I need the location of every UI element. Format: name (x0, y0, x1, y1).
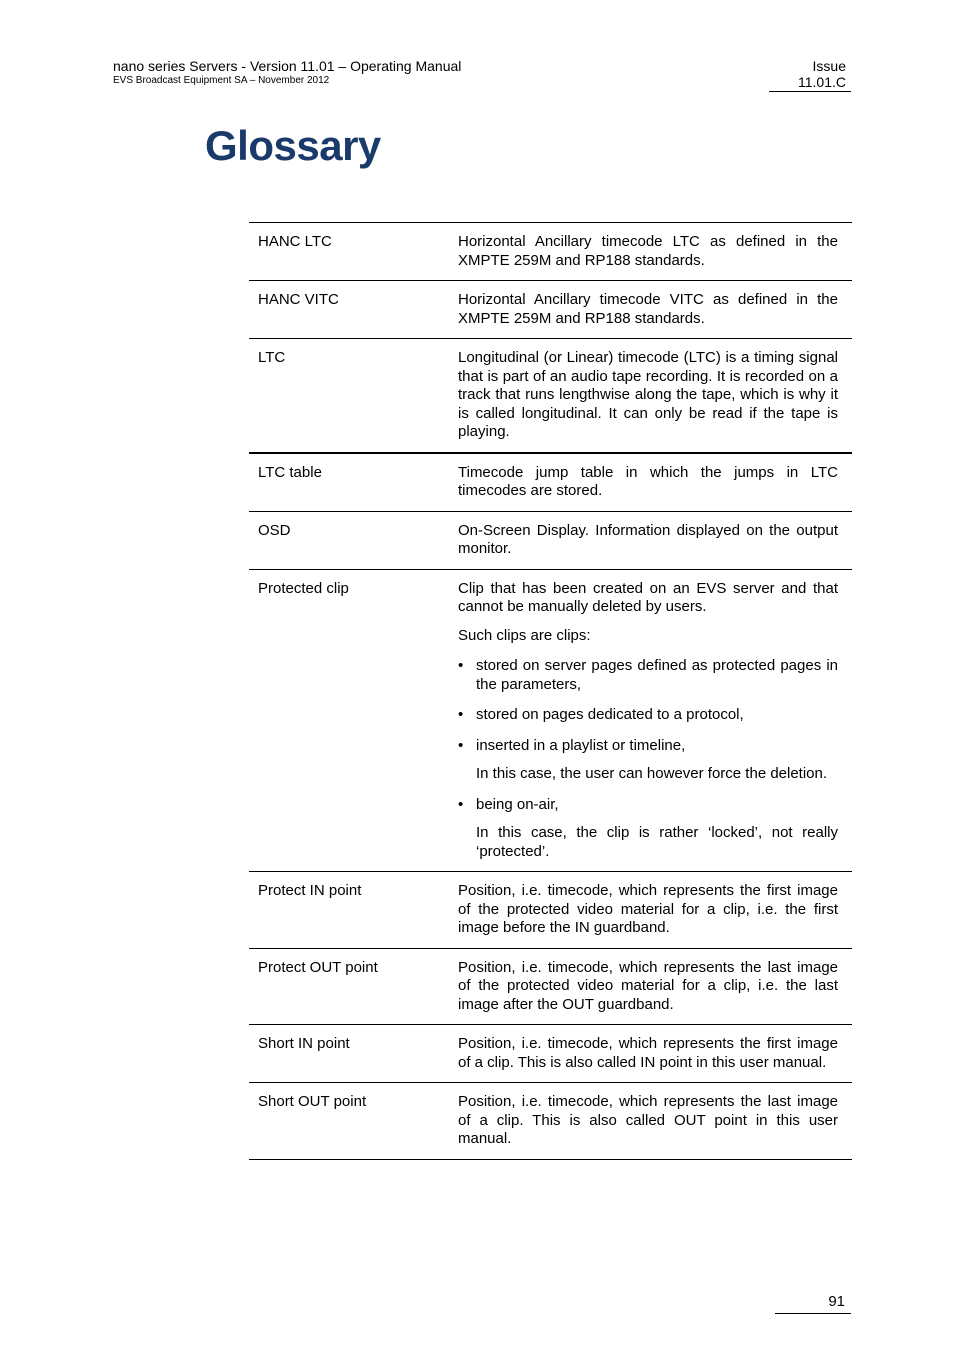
bullet-note: In this case, the user can however force the deletion. (476, 765, 828, 782)
glossary-definition: Position, i.e. timecode, which represents the last image of the protected video material for a clip, i.e. the last image after the OUT guardband. (458, 958, 838, 1013)
running-header (113, 58, 461, 87)
glossary-definition: Position, i.e. timecode, which represents the first image of a clip. This is also called IN point in this user manual. (458, 1035, 838, 1071)
glossary-term: LTC (258, 349, 286, 366)
glossary-row (249, 949, 852, 1026)
page-number: 91 (775, 1293, 851, 1314)
glossary-row (249, 872, 852, 949)
glossary-definition: Horizontal Ancillary timecode VITC as defined in the XMPTE 259M and RP188 standards. (458, 291, 838, 327)
glossary-term: OSD (258, 521, 291, 539)
glossary-row (249, 339, 852, 454)
glossary-definition: Timecode jump table in which the jumps in LTC timecodes are stored. (458, 463, 838, 499)
definition-intro: Such clips are clips: (458, 626, 591, 644)
glossary-term: Protect IN point (258, 882, 362, 899)
glossary-row (249, 512, 852, 570)
bullet-item: • being on-air, In this case, the clip is rather ‘locked’, not really ‘protected’. (458, 796, 838, 862)
glossary-row (249, 1083, 852, 1160)
issue-value: 11.01.C (798, 74, 846, 90)
glossary-row (249, 1025, 852, 1083)
glossary-term: HANC VITC (258, 291, 339, 308)
issue-block (769, 58, 851, 92)
glossary-definition: Position, i.e. timecode, which represents the last image of a clip. This is also called OUT point in this user manual. (458, 1093, 838, 1147)
glossary-row (249, 454, 852, 512)
glossary-definition: Position, i.e. timecode, which represents the first image of the protected video material for a clip, i.e. the first image before the IN guardband. (458, 882, 838, 936)
bullet-item: • stored on pages dedicated to a protocol, (458, 706, 838, 725)
glossary-row (249, 281, 852, 339)
page-title: Glossary (205, 122, 381, 169)
glossary-definition: On-Screen Display. Information displayed on the output monitor. (458, 521, 838, 557)
glossary-term: Protect OUT point (258, 958, 378, 976)
glossary-term: Short IN point (258, 1035, 350, 1052)
bullet-list (458, 657, 838, 861)
glossary-row (249, 570, 852, 873)
manual-title: nano series Servers - Version 11.01 – Operating Manual (113, 58, 462, 74)
glossary-term: LTC table (258, 463, 322, 481)
glossary-row (249, 223, 852, 281)
bullet-item: • inserted in a playlist or timeline, In this case, the user can however force the deletion. (458, 737, 838, 784)
issue-label: Issue (812, 58, 846, 74)
glossary-term: HANC LTC (258, 233, 332, 250)
bullet-item: • stored on server pages defined as protected pages in the parameters, (458, 657, 838, 694)
glossary-definition (458, 580, 838, 862)
glossary-term: Protected clip (258, 579, 349, 597)
glossary-definition: Horizontal Ancillary timecode LTC as defined in the XMPTE 259M and RP188 standards. (458, 233, 838, 269)
glossary-term: Short OUT point (258, 1093, 367, 1110)
bullet-note: In this case, the clip is rather ‘locked’, not really ‘protected’. (476, 824, 838, 860)
definition-text: Clip that has been created on an EVS server and that cannot be manually deleted by users. (458, 579, 838, 615)
glossary-table (249, 222, 852, 1160)
publisher-line: EVS Broadcast Equipment SA – November 2012 (113, 75, 330, 86)
glossary-definition: Longitudinal (or Linear) timecode (LTC) is a timing signal that is part of an audio tape recording. It is recorded on a track that runs lengthwise along the tape, which is why it is called longitudinal. It can only be read if the tape is playing. (458, 349, 838, 440)
